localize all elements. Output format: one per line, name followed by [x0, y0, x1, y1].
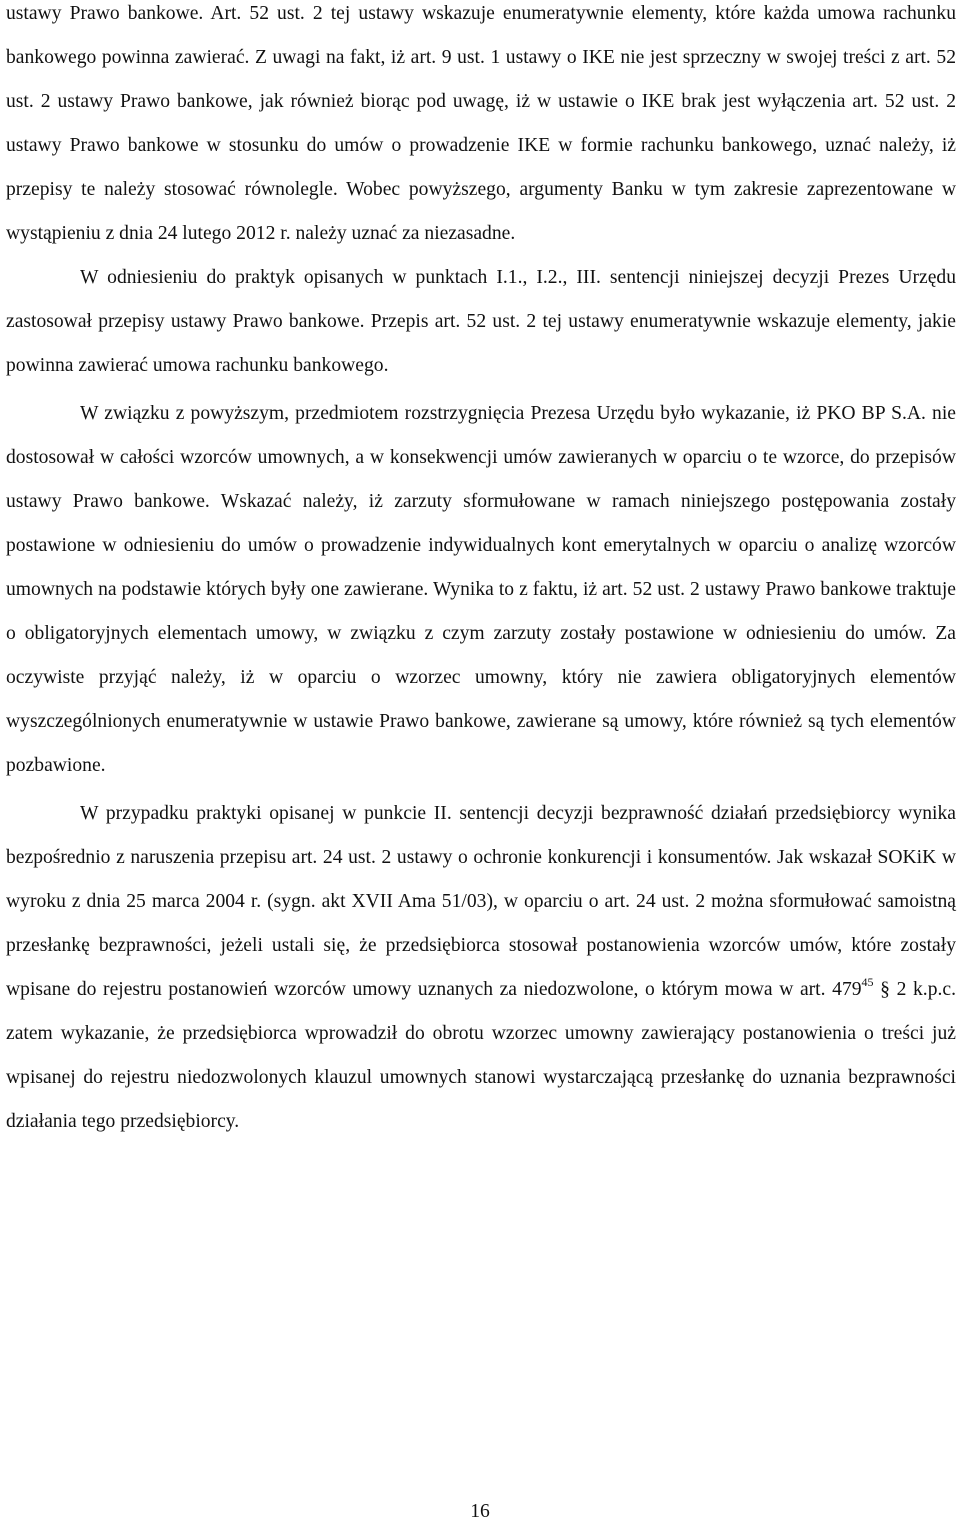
- paragraph-4-text-start: W przypadku praktyki opisanej w punkcie II. sentencji decyzji bezprawność działań przedsiębiorcy wynika bezpośrednio z naruszenia przepisu art. 24 ust. 2 ustawy o ochronie konkurencji i konsumentów. Jak wskazał SOKiK w wyroku z dnia 25 marca 2004 r. (sygn. akt XVII Ama 51/03), w oparciu o art. 24 ust. 2 można sformułować samoistną przesłankę bezprawności, jeżeli ustali się, że przedsiębiorca stosował postanowienia wzorców umów, które zostały wpisane do rejestru postanowień wzorców umowy uznanych za niedozwolone, o którym mowa w art. 479: [6, 803, 956, 1000]
- paragraph-3: W związku z powyższym, przedmiotem rozstrzygnięcia Prezesa Urzędu było wykazanie, iż PKO BP S.A. nie dostosował w całości wzorców umownych, a w konsekwencji umów zawieranych w oparciu o te wzorce, do przepisów ustawy Prawo bankowe. Wskazać należy, iż zarzuty sformułowane w ramach niniejszego postępowania zostały postawione w odniesieniu do umów o prowadzenie indywidualnych kont emerytalnych w oparciu o analizę wzorców umownych na podstawie których były one zawierane. Wynika to z faktu, iż art. 52 ust. 2 ustawy Prawo bankowe traktuje o obligatoryjnych elementach umowy, w związku z czym zarzuty zostały postawione w odniesieniu do umów. Za oczywiste przyjąć należy, iż w oparciu o wzorzec umowny, który nie zawiera obligatoryjnych elementów wyszczególnionych enumeratywnie w ustawie Prawo bankowe, zawierane są umowy, które również są tych elementów pozbawione.: [6, 403, 956, 776]
- paragraph-1: ustawy Prawo bankowe. Art. 52 ust. 2 tej ustawy wskazuje enumeratywnie elementy, które każda umowa rachunku bankowego powinna zawierać. Z uwagi na fakt, iż art. 9 ust. 1 ustawy o IKE nie jest sprzeczny w swojej treści z art. 52 ust. 2 ustawy Prawo bankowe, jak również biorąc pod uwagę, iż w ustawie o IKE brak jest wyłączenia art. 52 ust. 2 ustawy Prawo bankowe w stosunku do umów o prowadzenie IKE w formie rachunku bankowego, uznać należy, iż przepisy te należy stosować równolegle. Wobec powyższego, argumenty Banku w tym zakresie zaprezentowane w wystąpieniu z dnia 24 lutego 2012 r. należy uznać za niezasadne.: [6, 3, 956, 244]
- paragraph-4-text-end: § 2 k.p.c. zatem wykazanie, że przedsiębiorca wprowadził do obrotu wzorzec umowny zawierający postanowienia o treści już wpisanej do rejestru niedozwolonych klauzul umownych stanowi wystarczającą przesłankę do uznania bezprawności działania tego przedsiębiorcy.: [6, 979, 956, 1132]
- paragraph-4: [6, 792, 956, 1144]
- paragraph-2: W odniesieniu do praktyk opisanych w punktach I.1., I.2., III. sentencji niniejszej decyzji Prezes Urzędu zastosował przepisy ustawy Prawo bankowe. Przepis art. 52 ust. 2 tej ustawy enumeratywnie wskazuje elementy, jakie powinna zawierać umowa rachunku bankowego.: [6, 267, 956, 376]
- superscript-article-number: 45: [861, 975, 874, 989]
- document-page: [6, 0, 956, 1144]
- page-number: 16: [470, 1501, 490, 1522]
